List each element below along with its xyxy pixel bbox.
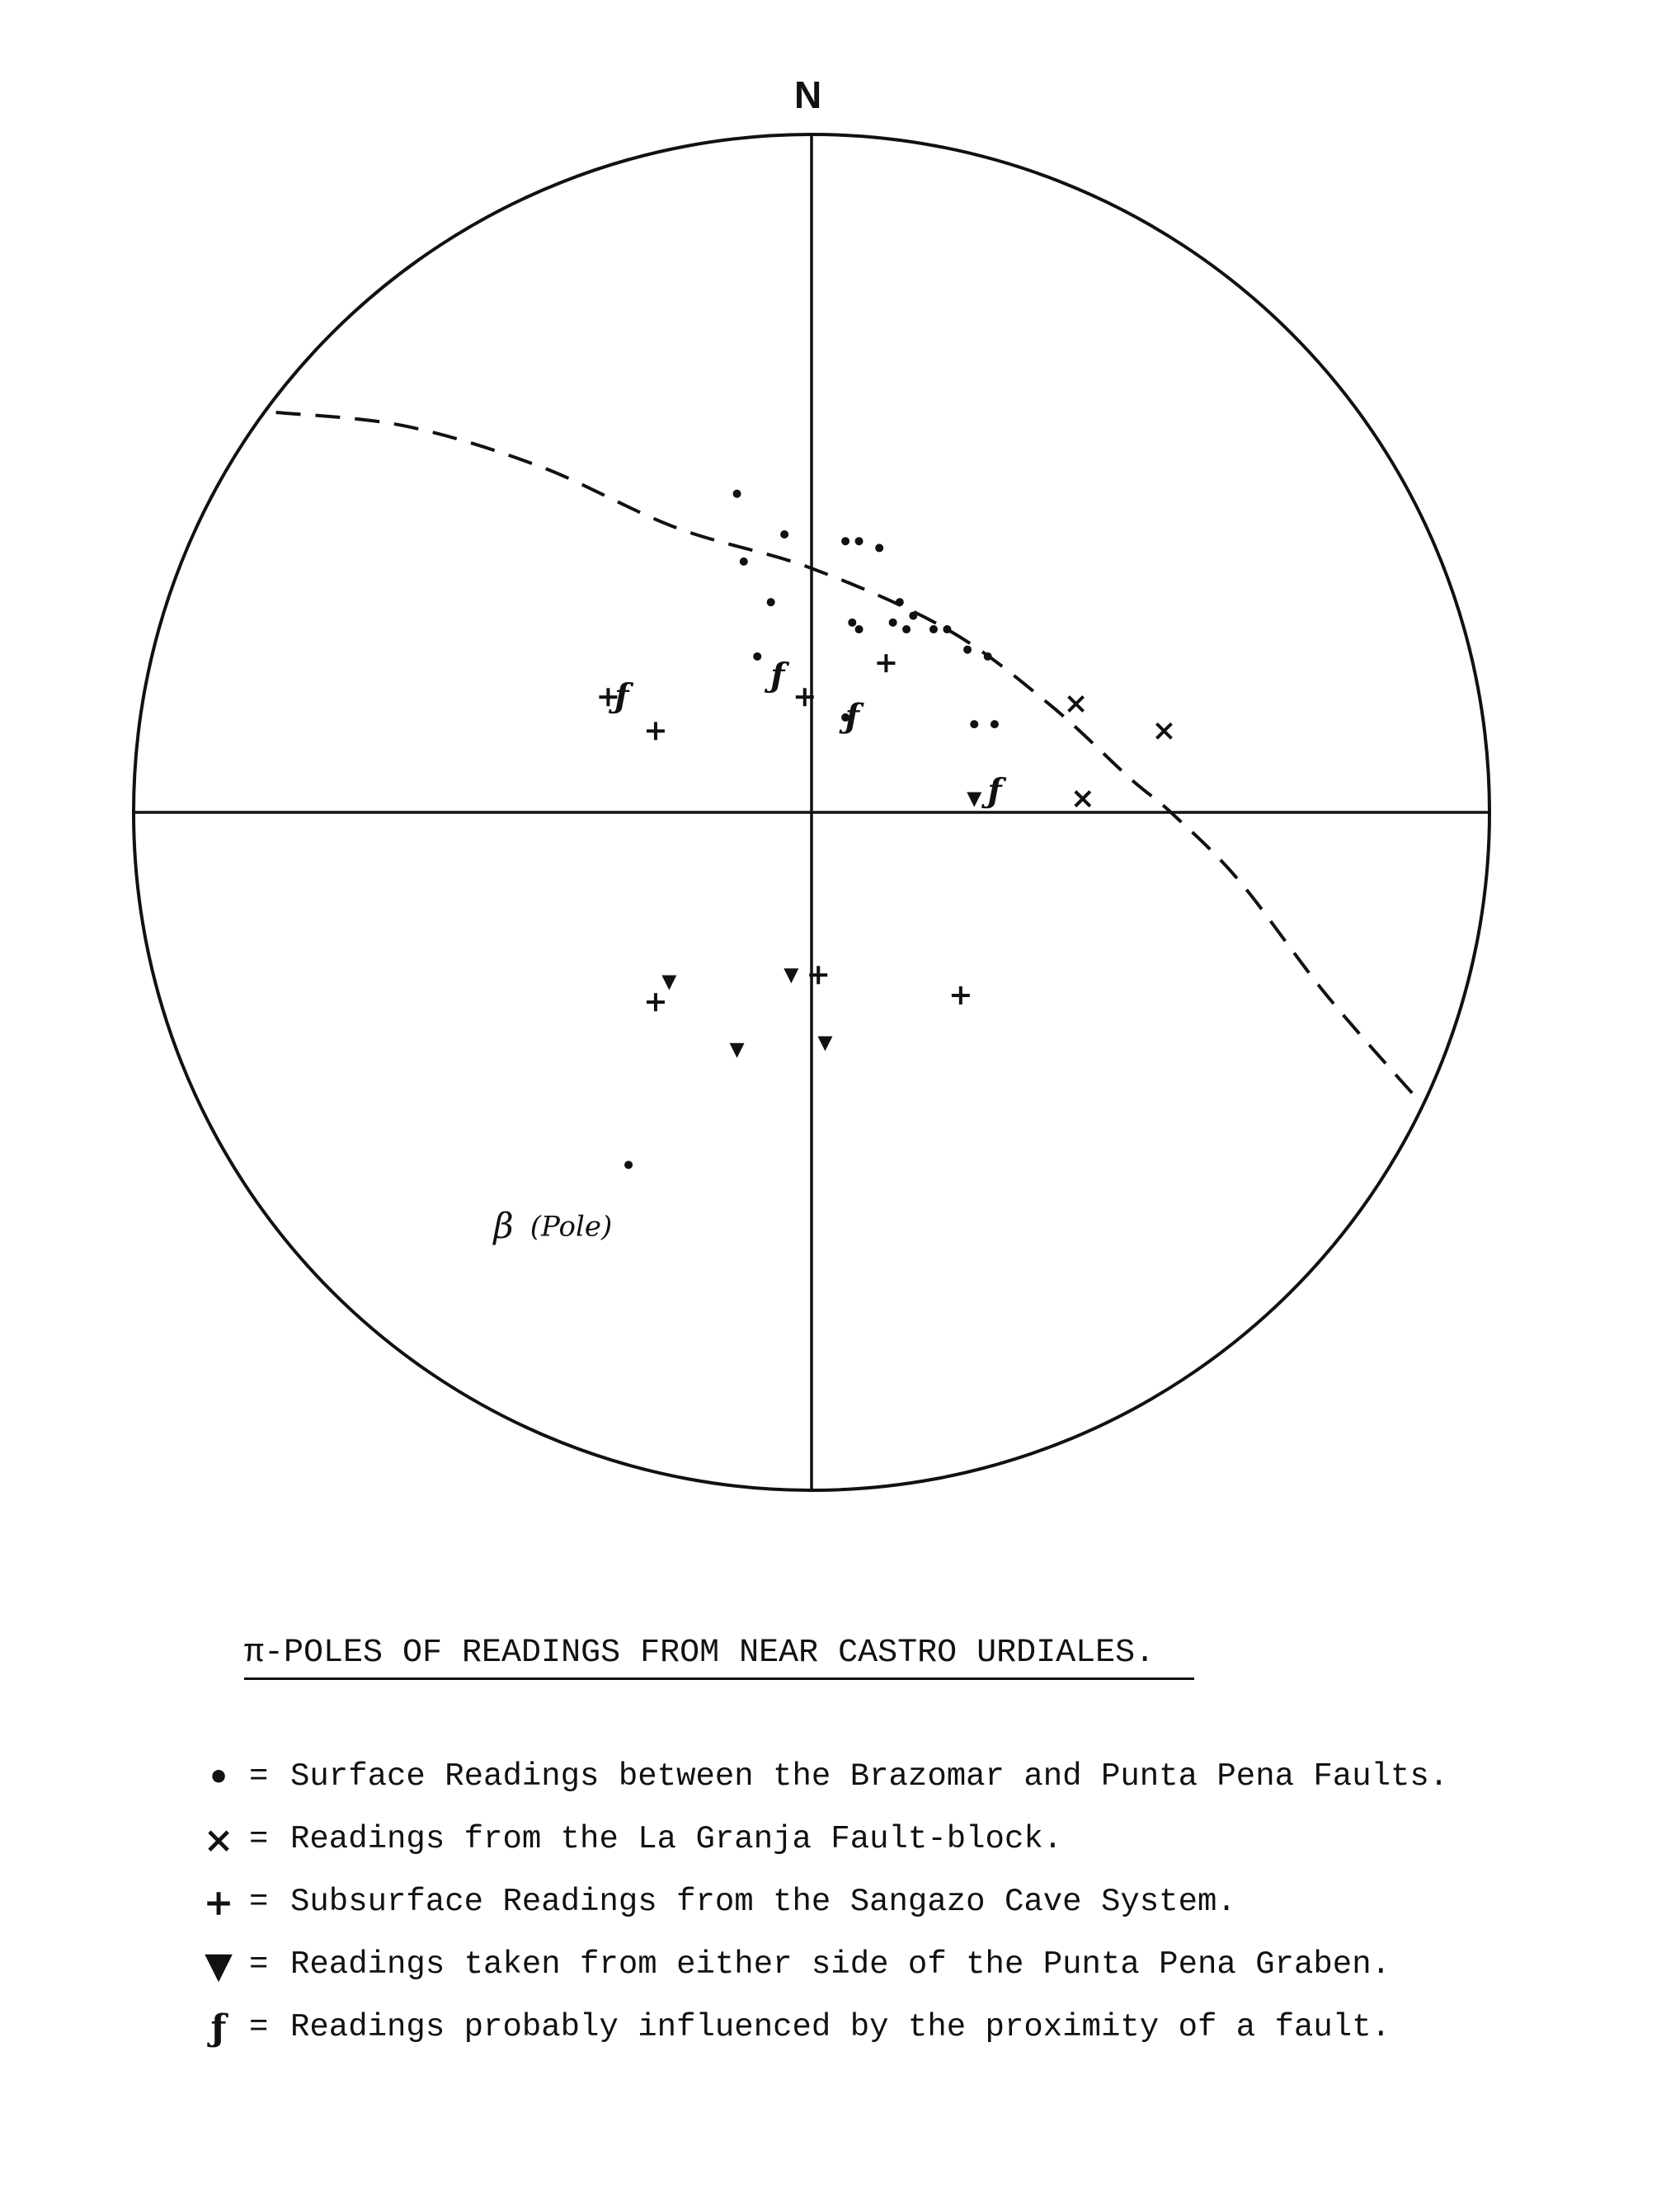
annotation-layer: [492, 1205, 612, 1245]
dot-point: [780, 530, 788, 539]
legend-text: Subsurface Readings from the Sangazo Cave System.: [290, 1884, 1236, 1920]
triangle-point: [784, 968, 798, 983]
north-label: N: [794, 73, 822, 116]
f-point: ƒ: [614, 676, 629, 716]
chart-title: π-POLES OF READINGS FROM NEAR CASTRO URDIALES.: [244, 1635, 1155, 1672]
cross-symbol-icon: ×: [203, 1819, 234, 1861]
great-circle-dashed: [276, 412, 1422, 1103]
dot-point: [929, 625, 938, 633]
f-point: ƒ: [987, 771, 1002, 811]
legend-equals: =: [249, 2009, 269, 2045]
plus-point: [952, 986, 970, 1005]
legend-text: Readings from the La Granja Fault-block.: [290, 1821, 1063, 1857]
dot-point: [984, 652, 992, 661]
dot-point: [896, 598, 904, 606]
dot-point: [970, 720, 978, 728]
dot-point: [902, 625, 911, 633]
triangle-point: [661, 976, 676, 990]
plus-point: [647, 722, 665, 740]
dot-point: [875, 543, 883, 552]
dot-point: [740, 558, 748, 566]
great-circle-layer: [276, 412, 1422, 1103]
dot-point: [909, 612, 917, 620]
legend-equals: =: [249, 1758, 269, 1795]
dot-point: [841, 537, 849, 545]
dot-point: [855, 625, 864, 633]
legend-text: Surface Readings between the Brazomar and Punta Pena Faults.: [290, 1758, 1449, 1795]
net-frame: [134, 134, 1489, 1490]
dot-point: [733, 490, 741, 498]
cross-point: [1069, 696, 1084, 711]
cross-point: [1075, 792, 1090, 807]
title-underline: [244, 1677, 1194, 1680]
legend-equals: =: [249, 1821, 269, 1857]
cross-point: [1156, 723, 1171, 738]
plus-symbol-icon: +: [203, 1882, 234, 1924]
f-point: ƒ: [770, 656, 785, 695]
dot-point: [767, 598, 775, 606]
dot-point: [889, 619, 897, 627]
f-point: ƒ: [845, 696, 859, 736]
legend-text: Readings taken from either side of the Punta Pena Graben.: [290, 1946, 1391, 1983]
plus-point: [647, 993, 665, 1011]
dot-point: [855, 537, 864, 545]
legend-equals: =: [249, 1946, 269, 1983]
data-points-layer: [599, 490, 1171, 1169]
dot-point: [624, 1160, 633, 1169]
triangle-point: [730, 1043, 745, 1058]
plus-point: [877, 654, 895, 672]
dot-point: [848, 619, 856, 627]
f-symbol-icon: ƒ: [210, 2007, 227, 2049]
dot-point: [753, 652, 761, 661]
beta-symbol: β: [493, 1205, 514, 1246]
legend-equals: =: [249, 1884, 269, 1920]
triangle-point: [967, 793, 981, 807]
legend-text: Readings probably influenced by the proximity of a fault.: [290, 2009, 1391, 2045]
dot-point: [963, 646, 972, 654]
dot-point: [991, 720, 999, 728]
triangle-point: [817, 1036, 832, 1051]
triangle-symbol-icon: ▼: [205, 1945, 233, 1987]
dot-point: [943, 625, 951, 633]
pole-label: (Pole): [529, 1210, 613, 1244]
dot-symbol-icon: •: [206, 1757, 231, 1799]
